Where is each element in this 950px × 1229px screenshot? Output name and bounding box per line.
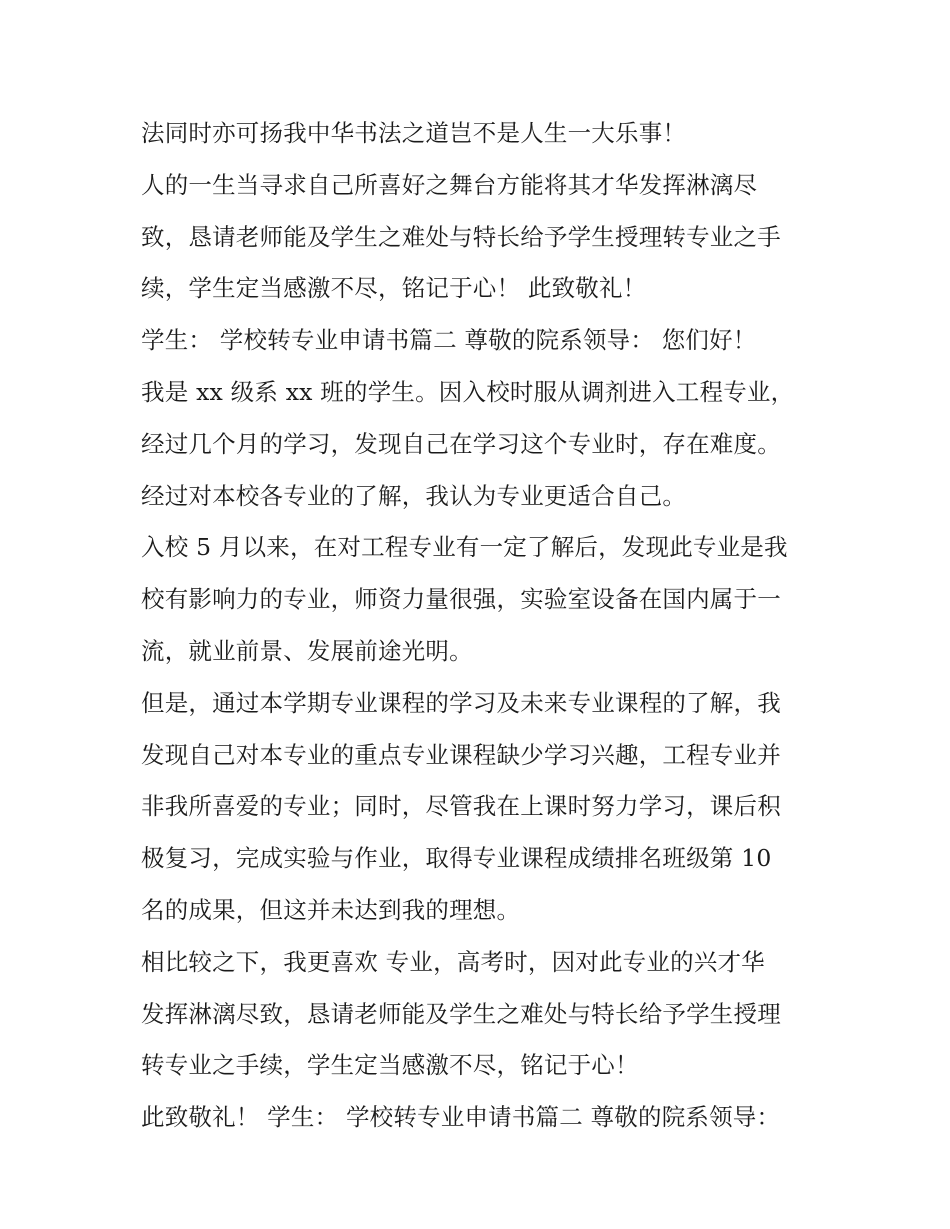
text-line: 经过对本校各专业的了解，我认为专业更适合自己。 xyxy=(141,481,687,510)
document-body xyxy=(141,108,821,1144)
text-line: 转专业之手续，学生定当感激不尽，铭记于心！ xyxy=(141,1051,639,1080)
text-line: 流，就业前景、发展前途光明。 xyxy=(141,636,473,665)
text-line: 此致敬礼！ 学生： 学校转专业申请书篇二 尊敬的院系领导： xyxy=(141,1103,781,1132)
text-line: 续，学生定当感激不尽，铭记于心！ 此致敬礼！ xyxy=(141,274,647,303)
text-line: 非我所喜爱的专业；同时，尽管我在上课时努力学习，课后积 xyxy=(141,792,781,821)
text-line: 发现自己对本专业的重点专业课程缺少学习兴趣，工程专业并 xyxy=(141,740,781,769)
text-line: 我是 xx 级系 xx 班的学生。因入校时服从调剂进入工程专业， xyxy=(141,377,795,406)
text-line: 相比较之下，我更喜欢 专业，高考时，因对此专业的兴才华 xyxy=(141,947,765,976)
text-line: 人的一生当寻求自己所喜好之舞台方能将其才华发挥淋漓尽 xyxy=(141,170,758,199)
text-line: 入校 5 月以来，在对工程专业有一定了解后，发现此专业是我 xyxy=(141,533,788,562)
text-line: 极复习，完成实验与作业，取得专业课程成绩排名班级第 10 xyxy=(141,844,772,873)
text-line: 名的成果，但这并未达到我的理想。 xyxy=(141,895,521,924)
text-line: 校有影响力的专业，师资力量很强，实验室设备在国内属于一 xyxy=(141,585,781,614)
text-line: 发挥淋漓尽致，恳请老师能及学生之难处与特长给予学生授理 xyxy=(141,999,781,1028)
text-line: 经过几个月的学习，发现自己在学习这个专业时，存在难度。 xyxy=(141,429,781,458)
text-line: 学生： 学校转专业申请书篇二 尊敬的院系领导： 您们好！ xyxy=(141,326,757,355)
text-line: 但是，通过本学期专业课程的学习及未来专业课程的了解，我 xyxy=(141,688,781,717)
text-line: 致，恳请老师能及学生之难处与特长给予学生授理转专业之手 xyxy=(141,222,781,251)
text-line: 法同时亦可扬我中华书法之道岂不是人生一大乐事！ xyxy=(141,119,687,147)
